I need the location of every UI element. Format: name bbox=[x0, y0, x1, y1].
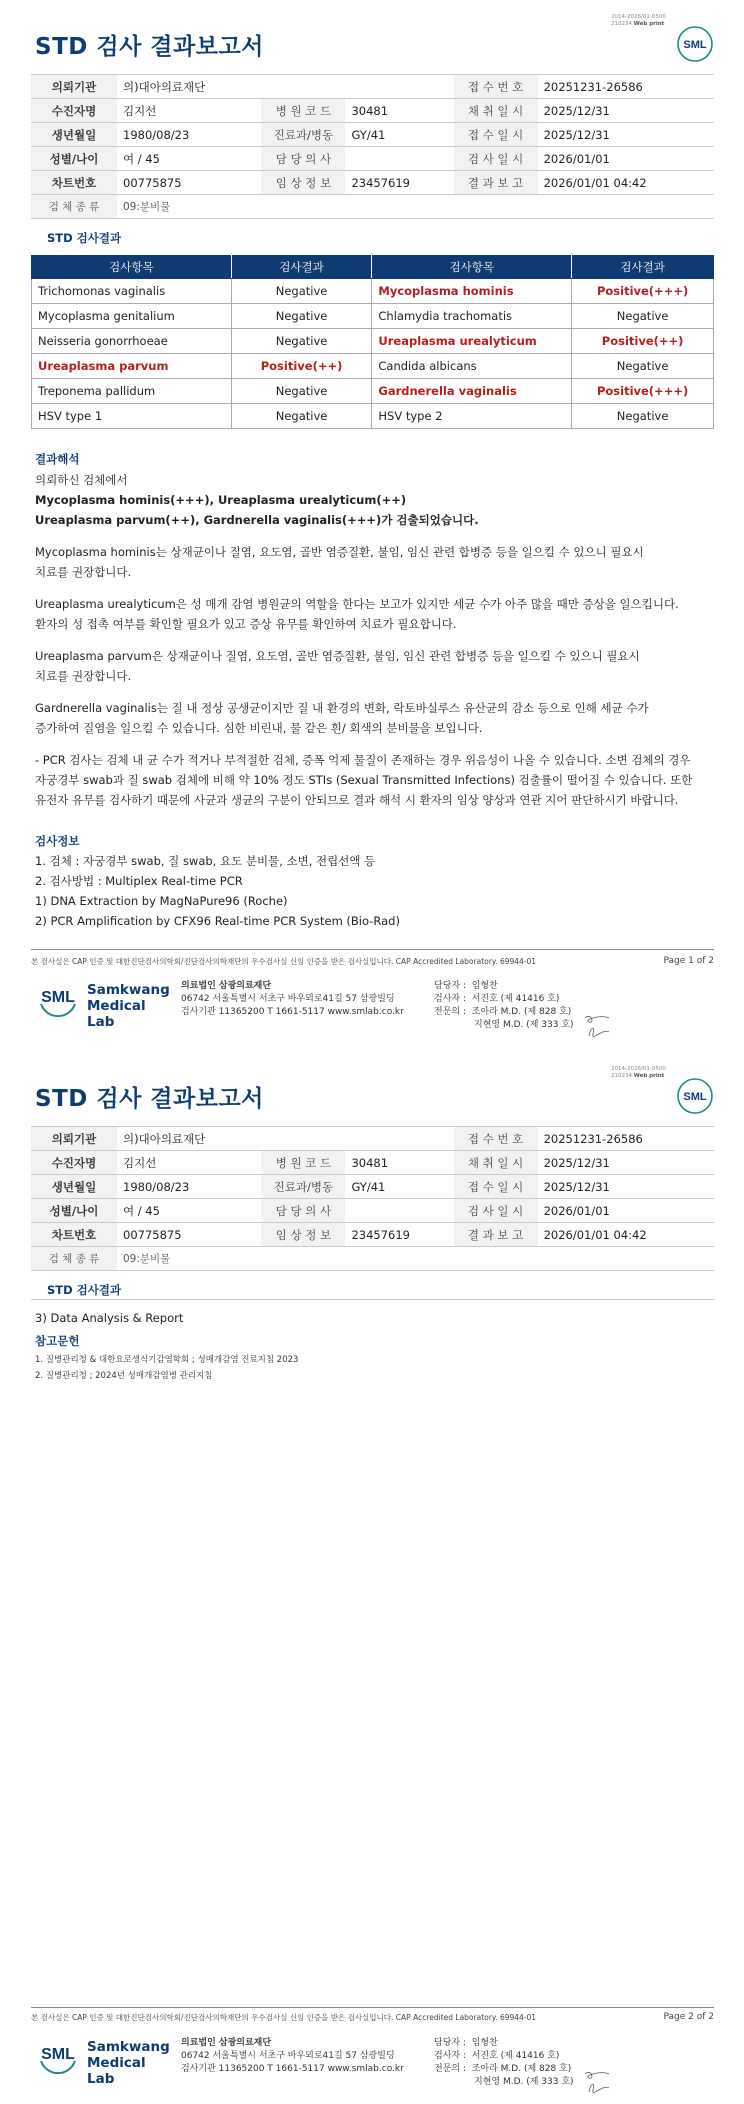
reference-item: 2. 질병관리청 ; 2024년 성매개감염병 관리지침 bbox=[35, 1371, 213, 1381]
samkwang-logo: SML Samkwang Medical Lab bbox=[35, 980, 165, 1020]
patient-info-table bbox=[31, 74, 714, 219]
results-table bbox=[31, 255, 714, 429]
page-number: Page 1 of 2 bbox=[663, 956, 714, 966]
info-row: 의뢰기관 의)대아의료재단 접 수 번 호 20251231-26586 bbox=[31, 75, 714, 99]
reference-item: 1. 질병관리청 & 대한요로생식기감염학회 ; 성매개감염 진료지침 2023 bbox=[35, 1355, 299, 1365]
info-row: 차트번호 00775875 임 상 정 보 23457619 결 과 보 고 2026/01/01 04:42 bbox=[31, 1223, 714, 1247]
footer-divider bbox=[31, 2007, 714, 2008]
table-row: Mycoplasma genitalium Negative Chlamydia trachomatis Negative bbox=[32, 304, 714, 329]
section-title-results: STD 검사결과 bbox=[47, 231, 122, 245]
samkwang-logo: SML Samkwang Medical Lab bbox=[35, 2037, 165, 2077]
print-code: 2014-2026/01-0500 210234 Web print bbox=[611, 1066, 666, 1079]
method-continued: 3) Data Analysis & Report bbox=[35, 1311, 184, 1325]
info-row: 수진자명 김지선 병 원 코 드 30481 채 취 일 시 2025/12/31 bbox=[31, 99, 714, 123]
sml-logo-mark: SML bbox=[41, 2046, 75, 2063]
info-row: 수진자명 김지선 병 원 코 드 30481 채 취 일 시 2025/12/31 bbox=[31, 1151, 714, 1175]
info-row: 검 체 종 류 09:분비물 bbox=[31, 1247, 714, 1271]
footer-accreditation-note: 본 검사실은 CAP 인증 및 대한진단검사의학회/진단검사의학재단의 우수검사실 신임 인증을 받은 검사실입니다. CAP Accredited Laboratory. 69944-01 bbox=[31, 2013, 537, 2022]
print-code: 2014-2026/01-0500 210234 Web print bbox=[611, 14, 666, 27]
report-title: STD 검사 결과보고서 bbox=[35, 1086, 264, 1112]
table-row: HSV type 1 Negative HSV type 2 Negative bbox=[32, 404, 714, 429]
reference-heading: 참고문헌 bbox=[35, 1334, 80, 1348]
interpretation-text: 의뢰하신 검체에서 Mycoplasma hominis(+++), Ureaplasma urealyticum(++) Ureaplasma parvum(++), Gardnerella vaginalis(+++)가 검출되었습니다. Mycoplasma hominis는 상재균이나 질염, 요도염, 골반 염증질환, 불임, 임신 관련 합병증 등을 일으킬 수 있으니 필요시 치료를 권장합니다. Ureaplasma urealyticum은 성 매개 감염 병원균의 역할을 한다는 보고가 있지만 세균 수가 아주 많을 때만 증상을 일으킵니다. 환자의 성 접촉 여부를 확인할 필요가 있고 증상 유무를 확인하여 치료가 필요합니다. Ureaplasma parvum은 상재균이나 질염, 요도염, 골반 염증질환, 불임, 임신 관련 합병증 등을 일으킬 수 있으니 필요시 치료를 권장합니다. Gardnerella vaginalis는 질 내 정상 공생균이지만 질 내 환경의 변화, 락토바실루스 유산균의 감소 등으로 인해 세균 수가 증가하여 질염을 일으킬 수 있습니다. 심한 비린내, 물 같은 흰/ 회색의 분비물을 보입니다. - PCR 검사는 검체 내 균 수가 적거나 부적절한 검체, 증폭 억제 물질이 존재하는 경우 위음성이 나올 수 있습니다. 소변 검체의 경우 자궁경부 swab과 질 swab 검체에 비해 약 10% 정도 STIs (Sexual Transmitted Infections) 검출률이 떨어질 수 있습니다. 또한 유전자 유무를 검사하기 때문에 사균과 생균의 구분이 안되므로 결과 해석 시 환자의 임상 양상과 연관 지어 판단하시기 바랍니다. bbox=[35, 473, 693, 807]
report-page-2 bbox=[0, 1052, 744, 2104]
staff-info: 담당자 : 임형찬 검사자 : 서진호 (제 41416 호) 전문의 : 조아라 M.D. (제 828 호) 지현영 M.D. (제 333 호) bbox=[434, 2038, 574, 2087]
info-row: 성별/나이 여 / 45 담 당 의 사 검 사 일 시 2026/01/01 bbox=[31, 1199, 714, 1223]
section-divider bbox=[31, 1299, 714, 1300]
report-title: STD 검사 결과보고서 bbox=[35, 34, 264, 60]
reference-list bbox=[35, 1352, 298, 1384]
sml-badge-icon bbox=[676, 25, 714, 63]
method-heading: 검사정보 bbox=[35, 834, 80, 848]
info-row: 차트번호 00775875 임 상 정 보 23457619 결 과 보 고 2026/01/01 04:42 bbox=[31, 171, 714, 195]
method-text: 1. 검체 : 자궁경부 swab, 질 swab, 요도 분비물, 소변, 전립선액 등 2. 검사방법 : Multiplex Real-time PCR 1) DNA Extraction by MagNaPure96 (Roche) 2) PCR Amplification by CFX96 Real-time PCR System (Bio-Rad) bbox=[35, 854, 400, 928]
info-row: 생년월일 1980/08/23 진료과/병동 GY/41 접 수 일 시 2025/12/31 bbox=[31, 1175, 714, 1199]
footer-accreditation-note: 본 검사실은 CAP 인증 및 대한진단검사의학회/진단검사의학재단의 우수검사실 신임 인증을 받은 검사실입니다. CAP Accredited Laboratory. 69944-01 bbox=[31, 957, 537, 966]
info-row: 성별/나이 여 / 45 담 당 의 사 검 사 일 시 2026/01/01 bbox=[31, 147, 714, 171]
footer-divider bbox=[31, 949, 714, 950]
page-number: Page 2 of 2 bbox=[663, 2012, 714, 2022]
org-info: 의료법인 삼광의료재단 06742 서울특별시 서초구 바우뫼로41길 57 삼광빌딩 검사기관 11365200 T 1661-5117 www.smlab.co.kr bbox=[181, 981, 404, 1017]
info-row: 생년월일 1980/08/23 진료과/병동 GY/41 접 수 일 시 2025/12/31 bbox=[31, 123, 714, 147]
info-row: 검 체 종 류 09:분비물 bbox=[31, 195, 714, 219]
org-info: 의료법인 삼광의료재단 06742 서울특별시 서초구 바우뫼로41길 57 삼광빌딩 검사기관 11365200 T 1661-5117 www.smlab.co.kr bbox=[181, 2038, 404, 2074]
interpretation-heading: 결과해석 bbox=[35, 452, 80, 466]
sml-logo-mark: SML bbox=[41, 989, 75, 1006]
signature-icon bbox=[583, 1010, 613, 1038]
table-row: Ureaplasma parvum Positive(++) Candida albicans Negative bbox=[32, 354, 714, 379]
table-row: Trichomonas vaginalis Negative Mycoplasma hominis Positive(+++) bbox=[32, 279, 714, 304]
table-row: Neisseria gonorrhoeae Negative Ureaplasma urealyticum Positive(++) bbox=[32, 329, 714, 354]
sml-badge-icon bbox=[676, 1077, 714, 1115]
sml-badge-text: SML bbox=[683, 39, 707, 51]
signature-icon bbox=[583, 2066, 613, 2094]
sml-logo-icon bbox=[35, 2037, 81, 2077]
results-header-row: 검사항목 검사결과 검사항목 검사결과 bbox=[32, 256, 714, 279]
info-row: 의뢰기관 의)대아의료재단 접 수 번 호 20251231-26586 bbox=[31, 1127, 714, 1151]
sml-badge-text: SML bbox=[683, 1091, 707, 1103]
section-title-results: STD 검사결과 bbox=[47, 1283, 122, 1297]
sml-logo-icon bbox=[35, 980, 81, 1020]
table-row: Treponema pallidum Negative Gardnerella vaginalis Positive(+++) bbox=[32, 379, 714, 404]
patient-info-table bbox=[31, 1126, 714, 1271]
staff-info: 담당자 : 임형찬 검사자 : 서진호 (제 41416 호) 전문의 : 조아라 M.D. (제 828 호) 지현영 M.D. (제 333 호) bbox=[434, 981, 574, 1030]
